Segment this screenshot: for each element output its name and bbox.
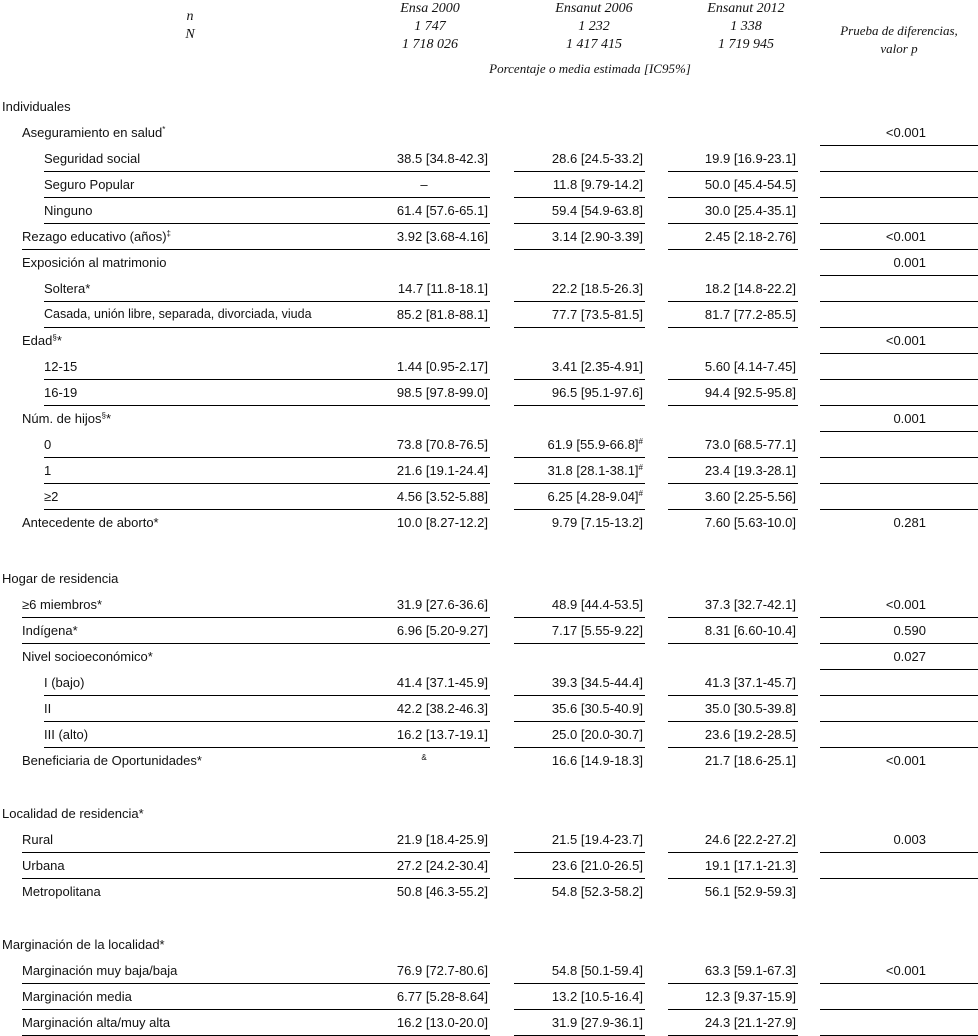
value-text: 12.3 [9.37-15.9]	[704, 989, 796, 1004]
value-text: 94.4 [92.5-95.8]	[704, 385, 796, 400]
row-label	[22, 328, 62, 353]
value-cell	[360, 853, 488, 878]
footnote-mark: §	[101, 411, 106, 420]
p-value: <0.001	[885, 753, 926, 768]
row-label	[22, 827, 53, 852]
footnote-mark: #	[638, 437, 643, 446]
table-row	[0, 94, 978, 120]
row-label	[22, 958, 177, 983]
table-row	[0, 354, 978, 380]
value-text: 41.3 [37.1-45.7]	[704, 675, 796, 690]
table-row	[0, 670, 978, 696]
value-cell	[360, 380, 488, 405]
value-cell	[514, 484, 643, 509]
table-row	[0, 592, 978, 618]
value-text: 42.2 [38.2-46.3]	[396, 701, 488, 716]
value-cell	[668, 276, 796, 301]
value-text: 21.7 [18.6-25.1]	[704, 753, 796, 768]
value-cell	[514, 958, 643, 983]
value-cell	[360, 1010, 488, 1035]
value-cell	[514, 224, 643, 249]
value-cell	[668, 618, 796, 643]
header-col-3-N: 1 719 945	[718, 37, 774, 52]
row-label	[44, 276, 90, 301]
value-cell	[514, 670, 643, 695]
value-cell	[668, 696, 796, 721]
table-row	[0, 120, 978, 146]
value-text: 21.5 [19.4-23.7]	[551, 832, 643, 847]
row-label-text: Marginación alta/muy alta	[22, 1015, 171, 1030]
value-text: 61.9 [55.9-66.8]	[547, 437, 639, 452]
value-cell	[514, 722, 643, 747]
header-pvalue-line2: valor p	[880, 41, 918, 56]
value-cell	[514, 276, 643, 301]
header-col-2-title: Ensanut 2006	[555, 1, 633, 16]
value-text: 54.8 [50.1-59.4]	[551, 963, 643, 978]
header-col-3-n: 1 338	[730, 19, 762, 34]
header-col-3-title: Ensanut 2012	[707, 1, 785, 16]
row-label-text: Núm. de hijos	[22, 411, 102, 426]
value-text: 23.6 [19.2-28.5]	[704, 727, 796, 742]
value-cell	[514, 432, 643, 457]
table-row	[0, 172, 978, 198]
value-text: 28.6 [24.5-33.2]	[551, 151, 643, 166]
header-col-ensa-2000	[370, 0, 490, 54]
value-text: 25.0 [20.0-30.7]	[551, 727, 643, 742]
p-value: <0.001	[885, 597, 926, 612]
row-label-text: I (bajo)	[44, 675, 85, 690]
value-text: 37.3 [32.7-42.1]	[704, 597, 796, 612]
value-text: 31.9 [27.9-36.1]	[551, 1015, 643, 1030]
row-label	[44, 380, 77, 405]
row-label-text: 1	[44, 463, 52, 478]
value-cell	[668, 879, 796, 904]
row-label	[44, 696, 51, 721]
row-label	[22, 879, 101, 904]
value-text: 6.77 [5.28-8.64]	[396, 989, 488, 1004]
value-text: 23.4 [19.3-28.1]	[704, 463, 796, 478]
value-cell	[514, 827, 643, 852]
row-label	[22, 120, 165, 145]
row-label	[22, 1010, 170, 1035]
table-row	[0, 328, 978, 354]
value-cell	[514, 853, 643, 878]
row-label-text: 12-15	[44, 359, 78, 374]
value-text: 35.0 [30.5-39.8]	[704, 701, 796, 716]
value-cell	[668, 458, 796, 483]
p-value: <0.001	[885, 333, 926, 348]
value-text: 22.2 [18.5-26.3]	[551, 281, 643, 296]
value-text: 14.7 [11.8-18.1]	[397, 281, 488, 296]
table-row	[0, 644, 978, 670]
row-label	[44, 146, 140, 171]
row-label-text: Rezago educativo (años)	[22, 229, 167, 244]
value-cell	[360, 302, 488, 327]
value-text: 24.6 [22.2-27.2]	[704, 832, 796, 847]
value-text: 35.6 [30.5-40.9]	[551, 701, 643, 716]
p-value: 0.001	[893, 411, 926, 426]
value-text: 10.0 [8.27-12.2]	[396, 515, 488, 530]
row-label-text: Soltera*	[44, 281, 91, 296]
value-cell	[514, 1010, 643, 1035]
table-row	[0, 302, 978, 328]
row-label	[2, 932, 165, 957]
p-value: 0.281	[893, 515, 926, 530]
value-text: 3.60 [2.25-5.56]	[704, 489, 796, 504]
row-label	[44, 432, 51, 457]
value-cell	[514, 984, 643, 1009]
value-text: 8.31 [6.60-10.4]	[704, 623, 796, 638]
row-label	[2, 566, 118, 591]
header-col-2-N: 1 417 415	[566, 37, 622, 52]
row-label-text: Metropolitana	[22, 884, 101, 899]
row-label	[44, 722, 88, 747]
value-cell	[668, 827, 796, 852]
table-row	[0, 224, 978, 250]
row-label-text: Nivel socioeconómico*	[22, 649, 153, 664]
table-row	[0, 618, 978, 644]
value-text: 6.25 [4.28-9.04]	[547, 489, 639, 504]
row-label-text: Rural	[22, 832, 54, 847]
row-label-text: Urbana	[22, 858, 65, 873]
value-text: 13.2 [10.5-16.4]	[551, 989, 643, 1004]
footnote-mark: #	[638, 489, 643, 498]
row-label-text: Individuales	[2, 99, 71, 114]
value-text: 21.9 [18.4-25.9]	[396, 832, 488, 847]
value-text: 24.3 [21.1-27.9]	[704, 1015, 796, 1030]
row-label	[22, 748, 202, 773]
table-row	[0, 696, 978, 722]
row-label-text: Edad	[22, 333, 53, 348]
header-col-2-n: 1 232	[578, 19, 610, 34]
value-text: 48.9 [44.4-53.5]	[551, 597, 643, 612]
value-text: 54.8 [52.3-58.2]	[551, 884, 643, 899]
row-label-text: Antecedente de aborto*	[22, 515, 159, 530]
header-col-1-N: 1 718 026	[402, 37, 458, 52]
footnote-mark: #	[638, 463, 643, 472]
header-pvalue-line1: Prueba de diferencias,	[840, 23, 958, 38]
row-label	[22, 618, 78, 643]
table-row	[0, 566, 978, 592]
value-cell	[360, 827, 488, 852]
header-n	[170, 8, 210, 44]
value-cell	[668, 670, 796, 695]
value-cell	[360, 432, 488, 457]
value-cell	[514, 618, 643, 643]
table-row	[0, 380, 978, 406]
value-text: 59.4 [54.9-63.8]	[551, 203, 643, 218]
row-label-text: Localidad de residencia*	[2, 806, 144, 821]
value-cell	[668, 146, 796, 171]
row-label	[22, 644, 153, 669]
value-cell	[514, 879, 643, 904]
row-label	[44, 198, 92, 223]
header-col-1-title: Ensa 2000	[400, 1, 460, 16]
value-cell	[514, 354, 643, 379]
value-text: 56.1 [52.9-59.3]	[704, 884, 796, 899]
value-text: 7.17 [5.55-9.22]	[551, 623, 643, 638]
row-label-text: Casada, unión libre, separada, divorciada, viuda	[44, 307, 312, 321]
footnote-mark: &	[421, 753, 427, 762]
table-row	[0, 1010, 978, 1036]
row-label-text: Marginación muy baja/baja	[22, 963, 178, 978]
row-label	[22, 224, 171, 249]
value-text: 61.4 [57.6-65.1]	[396, 203, 488, 218]
value-cell	[514, 302, 643, 327]
value-text: 39.3 [34.5-44.4]	[551, 675, 643, 690]
value-text: 73.0 [68.5-77.1]	[704, 437, 796, 452]
value-text: 3.41 [2.35-4.91]	[551, 359, 643, 374]
value-cell	[514, 172, 643, 197]
footnote-mark: *	[162, 125, 166, 134]
value-text: 19.9 [16.9-23.1]	[704, 151, 796, 166]
row-label	[44, 354, 77, 379]
value-text: 50.8 [46.3-55.2]	[396, 884, 488, 899]
row-label-text: III (alto)	[44, 727, 89, 742]
value-text: 3.14 [2.90-3.39]	[551, 229, 643, 244]
value-cell	[514, 458, 643, 483]
row-label-text: II	[44, 701, 52, 716]
row-label	[44, 172, 134, 197]
value-text: 9.79 [7.15-13.2]	[551, 515, 643, 530]
row-label-text: 16-19	[44, 385, 78, 400]
table-row	[0, 853, 978, 879]
value-text: 2.45 [2.18-2.76]	[704, 229, 796, 244]
value-cell	[668, 198, 796, 223]
value-text: 81.7 [77.2-85.5]	[704, 307, 796, 322]
value-cell	[514, 696, 643, 721]
value-text: 85.2 [81.8-88.1]	[396, 307, 488, 322]
value-cell	[360, 696, 488, 721]
value-cell	[668, 592, 796, 617]
value-cell	[360, 748, 488, 773]
row-label	[44, 670, 84, 695]
value-cell	[514, 510, 643, 535]
p-value: 0.027	[893, 649, 926, 664]
value-cell	[360, 146, 488, 171]
p-value: <0.001	[885, 125, 926, 140]
footnote-mark: *	[105, 411, 111, 426]
value-cell	[668, 748, 796, 773]
value-cell	[514, 198, 643, 223]
header-n-label: n	[186, 9, 194, 24]
value-cell	[360, 618, 488, 643]
value-text: 1.44 [0.95-2.17]	[396, 359, 488, 374]
header-N-label: N	[185, 27, 195, 42]
footnote-mark: §	[52, 333, 57, 342]
value-cell	[360, 354, 488, 379]
value-text: 73.8 [70.8-76.5]	[396, 437, 488, 452]
value-cell	[668, 172, 796, 197]
value-text: 23.6 [21.0-26.5]	[551, 858, 643, 873]
value-cell	[668, 432, 796, 457]
row-label-text: ≥6 miembros*	[22, 597, 103, 612]
value-cell	[668, 1010, 796, 1035]
table-row	[0, 722, 978, 748]
footnote-mark: ‡	[166, 229, 171, 238]
row-label-text: Marginación de la localidad*	[2, 937, 165, 952]
value-text: 38.5 [34.8-42.3]	[396, 151, 488, 166]
value-text: 41.4 [37.1-45.9]	[396, 675, 488, 690]
row-label	[2, 801, 144, 826]
table-row	[0, 748, 978, 774]
row-label	[44, 484, 58, 509]
value-cell	[360, 198, 488, 223]
value-cell	[360, 276, 488, 301]
value-text: 21.6 [19.1-24.4]	[396, 463, 488, 478]
row-label-text: Hogar de residencia	[2, 571, 119, 586]
value-text: 18.2 [14.8-22.2]	[704, 281, 796, 296]
table-row	[0, 250, 978, 276]
table-row	[0, 406, 978, 432]
table-row	[0, 146, 978, 172]
row-label-text: ≥2	[44, 489, 59, 504]
value-cell	[514, 380, 643, 405]
table-row	[0, 827, 978, 853]
row-label-text: Indígena*	[22, 623, 78, 638]
row-label	[44, 302, 312, 327]
value-cell	[360, 592, 488, 617]
value-cell	[668, 224, 796, 249]
row-label-text: 0	[44, 437, 52, 452]
table-row	[0, 801, 978, 827]
value-cell	[668, 380, 796, 405]
value-cell	[360, 984, 488, 1009]
row-label-text: Marginación media	[22, 989, 132, 1004]
row-label-text: Seguridad social	[44, 151, 141, 166]
table-row	[0, 484, 978, 510]
p-value: 0.001	[893, 255, 926, 270]
value-cell	[668, 354, 796, 379]
value-cell	[514, 592, 643, 617]
row-label	[22, 250, 167, 275]
header-pvalue	[820, 22, 978, 58]
value-cell	[360, 958, 488, 983]
value-text: 16.6 [14.9-18.3]	[551, 753, 643, 768]
value-text: 76.9 [72.7-80.6]	[396, 963, 488, 978]
row-label	[22, 592, 102, 617]
table-row	[0, 984, 978, 1010]
table-row	[0, 276, 978, 302]
table-row	[0, 198, 978, 224]
value-cell	[668, 510, 796, 535]
value-text: 4.56 [3.52-5.88]	[396, 489, 488, 504]
value-cell	[360, 458, 488, 483]
header-subtitle	[440, 60, 740, 78]
table-row	[0, 510, 978, 536]
p-value: <0.001	[885, 229, 926, 244]
value-cell	[668, 722, 796, 747]
value-cell	[360, 484, 488, 509]
header-subtitle-text: Porcentaje o media estimada [IC95%]	[489, 61, 691, 76]
value-text: 6.96 [5.20-9.27]	[396, 623, 488, 638]
header-col-ensanut-2006	[534, 0, 654, 54]
value-text: 7.60 [5.63-10.0]	[704, 515, 796, 530]
row-label	[22, 406, 111, 431]
value-text: 16.2 [13.0-20.0]	[396, 1015, 488, 1030]
row-label	[2, 94, 71, 119]
footnote-mark: *	[56, 333, 62, 348]
value-cell	[668, 302, 796, 327]
value-text: 31.8 [28.1-38.1]	[547, 463, 639, 478]
header-col-ensanut-2012	[686, 0, 806, 54]
p-value: 0.590	[893, 623, 926, 638]
row-label-text: Seguro Popular	[44, 177, 135, 192]
value-text: 98.5 [97.8-99.0]	[396, 385, 488, 400]
table-row	[0, 879, 978, 905]
row-label-text: Aseguramiento en salud	[22, 125, 163, 140]
row-label-text: Ninguno	[44, 203, 93, 218]
value-text: 77.7 [73.5-81.5]	[551, 307, 643, 322]
row-label	[22, 853, 65, 878]
value-text: 16.2 [13.7-19.1]	[396, 727, 488, 742]
value-text: 30.0 [25.4-35.1]	[704, 203, 796, 218]
table-row	[0, 458, 978, 484]
table-row	[0, 958, 978, 984]
value-cell	[360, 670, 488, 695]
value-cell	[360, 224, 488, 249]
value-cell	[514, 146, 643, 171]
value-cell	[668, 958, 796, 983]
row-label	[44, 458, 51, 483]
value-cell	[360, 879, 488, 904]
value-text: 27.2 [24.2-30.4]	[396, 858, 488, 873]
table-row	[0, 932, 978, 958]
value-cell	[514, 748, 643, 773]
value-text: 31.9 [27.6-36.6]	[396, 597, 488, 612]
value-text: 3.92 [3.68-4.16]	[396, 229, 488, 244]
value-text: 11.8 [9.79-14.2]	[552, 177, 643, 192]
row-label	[22, 984, 132, 1009]
value-cell	[360, 510, 488, 535]
value-text: 5.60 [4.14-7.45]	[704, 359, 796, 374]
value-cell	[668, 484, 796, 509]
table-row	[0, 432, 978, 458]
value-text: 96.5 [95.1-97.6]	[551, 385, 643, 400]
p-value: 0.003	[893, 832, 926, 847]
value-cell	[668, 853, 796, 878]
value-text: 50.0 [45.4-54.5]	[704, 177, 796, 192]
header-col-1-n: 1 747	[414, 19, 446, 34]
p-value: <0.001	[885, 963, 926, 978]
row-label	[22, 510, 159, 535]
value-cell: –	[420, 177, 428, 192]
value-cell	[668, 984, 796, 1009]
value-text: 63.3 [59.1-67.3]	[704, 963, 796, 978]
row-label-text: Exposición al matrimonio	[22, 255, 167, 270]
row-label-text: Beneficiaria de Oportunidades*	[22, 753, 202, 768]
value-cell	[360, 722, 488, 747]
value-text: 19.1 [17.1-21.3]	[704, 858, 796, 873]
